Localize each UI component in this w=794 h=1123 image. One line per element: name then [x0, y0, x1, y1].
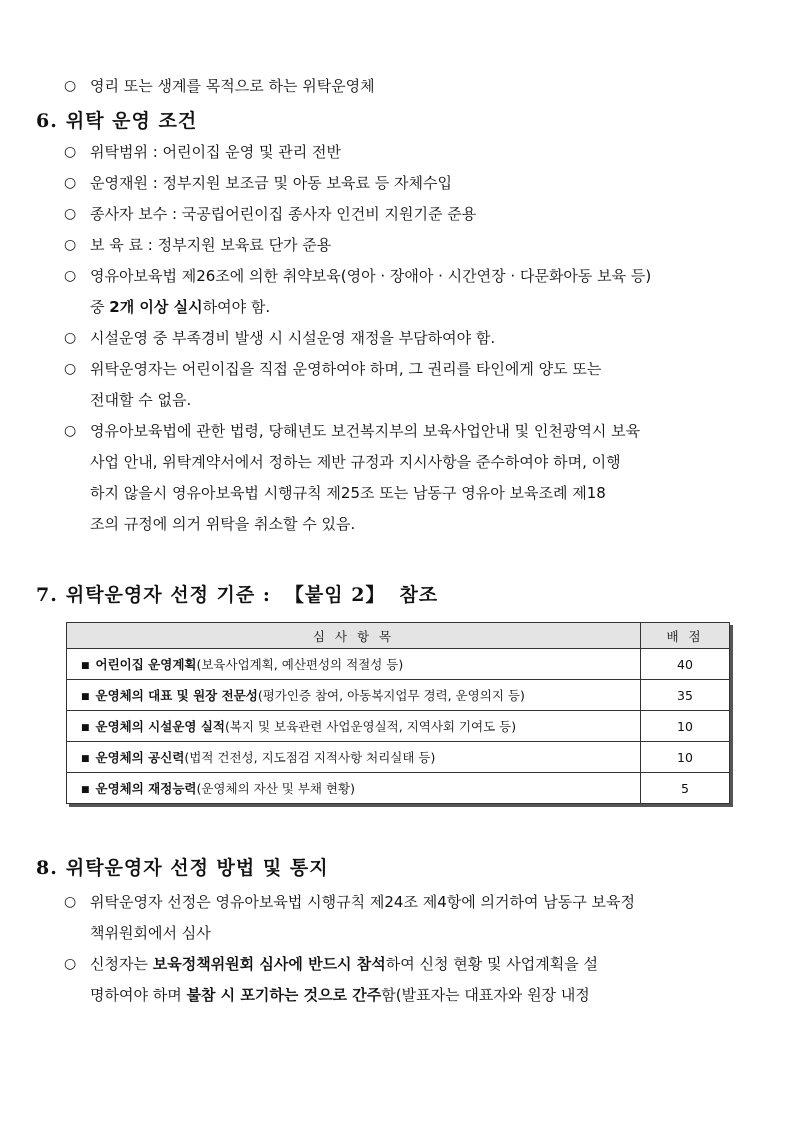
circle-bullet-icon: ○ [64, 330, 77, 346]
circle-bullet-icon: ○ [64, 423, 77, 439]
header-item: 심 사 항 목 [67, 623, 641, 649]
bullet-item: ○ 영리 또는 생계를 목적으로 하는 위탁운영체 [64, 71, 732, 102]
square-bullet-icon: ■ [81, 692, 90, 702]
circle-bullet-icon: ○ [64, 144, 77, 160]
bullet-item: ○ 시설운영 중 부족경비 발생 시 시설운영 재정을 부담하여야 함. [64, 323, 732, 354]
bullet-item: ○ 영유아보육법에 관한 법령, 당해년도 보건복지부의 보육사업안내 및 인천광역시 보육 사업 안내, 위탁계약서에서 정하는 제반 규정과 지시사항을 준수하여야 하며, 이행 하지 않을시 영유아보육법 시행규칙 제25조 또는 남동구 영유아 보육조례 제18 조의 규정에 의거 위탁을 취소할 수 있음. [64, 416, 732, 540]
circle-bullet-icon: ○ [64, 175, 77, 191]
criteria-table [66, 622, 730, 804]
table-header-row [67, 623, 730, 649]
square-bullet-icon: ■ [81, 785, 90, 795]
section-8-heading: 8. 위탁운영자 선정 방법 및 통지 [36, 857, 329, 879]
section-6-heading: 6. 위탁 운영 조건 [36, 110, 198, 132]
table-row: ■ 운영체의 공신력(법적 건전성, 지도점검 지적사항 처리실태 등) 10 [67, 742, 730, 773]
header-score: 배 점 [641, 623, 730, 649]
bullet-item: ○ 영유아보육법 제26조에 의한 취약보육(영아 · 장애아 · 시간연장 · 다문화아동 보육 등) 중 2개 이상 실시하여야 함. [64, 261, 732, 323]
bullet-item: ○ 보 육 료 : 정부지원 보육료 단가 준용 [64, 230, 732, 261]
circle-bullet-icon: ○ [64, 78, 77, 94]
bullet-item: ○ 신청자는 보육정책위원회 심사에 반드시 참석하여 신청 현황 및 사업계획을 설 명하여야 하며 불참 시 포기하는 것으로 간주함(발표자는 대표자와 원장 내정 [64, 949, 732, 1011]
circle-bullet-icon: ○ [64, 894, 77, 910]
table-row: ■ 운영체의 대표 및 원장 전문성(평가인증 참여, 아동복지업무 경력, 운영의지 등) 35 [67, 680, 730, 711]
bullet-item: ○ 운영재원 : 정부지원 보조금 및 아동 보육료 등 자체수입 [64, 168, 732, 199]
bullet-item: ○ 종사자 보수 : 국공립어린이집 종사자 인건비 지원기준 준용 [64, 199, 732, 230]
circle-bullet-icon: ○ [64, 206, 77, 222]
section-7-heading: 7. 위탁운영자 선정 기준 : 【붙임 2】 참조 [36, 584, 439, 606]
table-row: ■ 어린이집 운영계획(보육사업계획, 예산편성의 적절성 등) 40 [67, 649, 730, 680]
square-bullet-icon: ■ [81, 661, 90, 671]
square-bullet-icon: ■ [81, 723, 90, 733]
bullet-item: ○ 위탁범위 : 어린이집 운영 및 관리 전반 [64, 137, 732, 168]
bullet-item: ○ 위탁운영자 선정은 영유아보육법 시행규칙 제24조 제4항에 의거하여 남동구 보육정 책위원회에서 심사 [64, 887, 732, 949]
square-bullet-icon: ■ [81, 754, 90, 764]
circle-bullet-icon: ○ [64, 956, 77, 972]
circle-bullet-icon: ○ [64, 361, 77, 377]
bullet-item: ○ 위탁운영자는 어린이집을 직접 운영하여야 하며, 그 권리를 타인에게 양도 또는 전대할 수 없음. [64, 354, 732, 416]
circle-bullet-icon: ○ [64, 268, 77, 284]
table-row: ■ 운영체의 시설운영 실적(복지 및 보육관련 사업운영실적, 지역사회 기여도 등) 10 [67, 711, 730, 742]
circle-bullet-icon: ○ [64, 237, 77, 253]
table-row: ■ 운영체의 재정능력(운영체의 자산 및 부채 현황) 5 [67, 773, 730, 804]
